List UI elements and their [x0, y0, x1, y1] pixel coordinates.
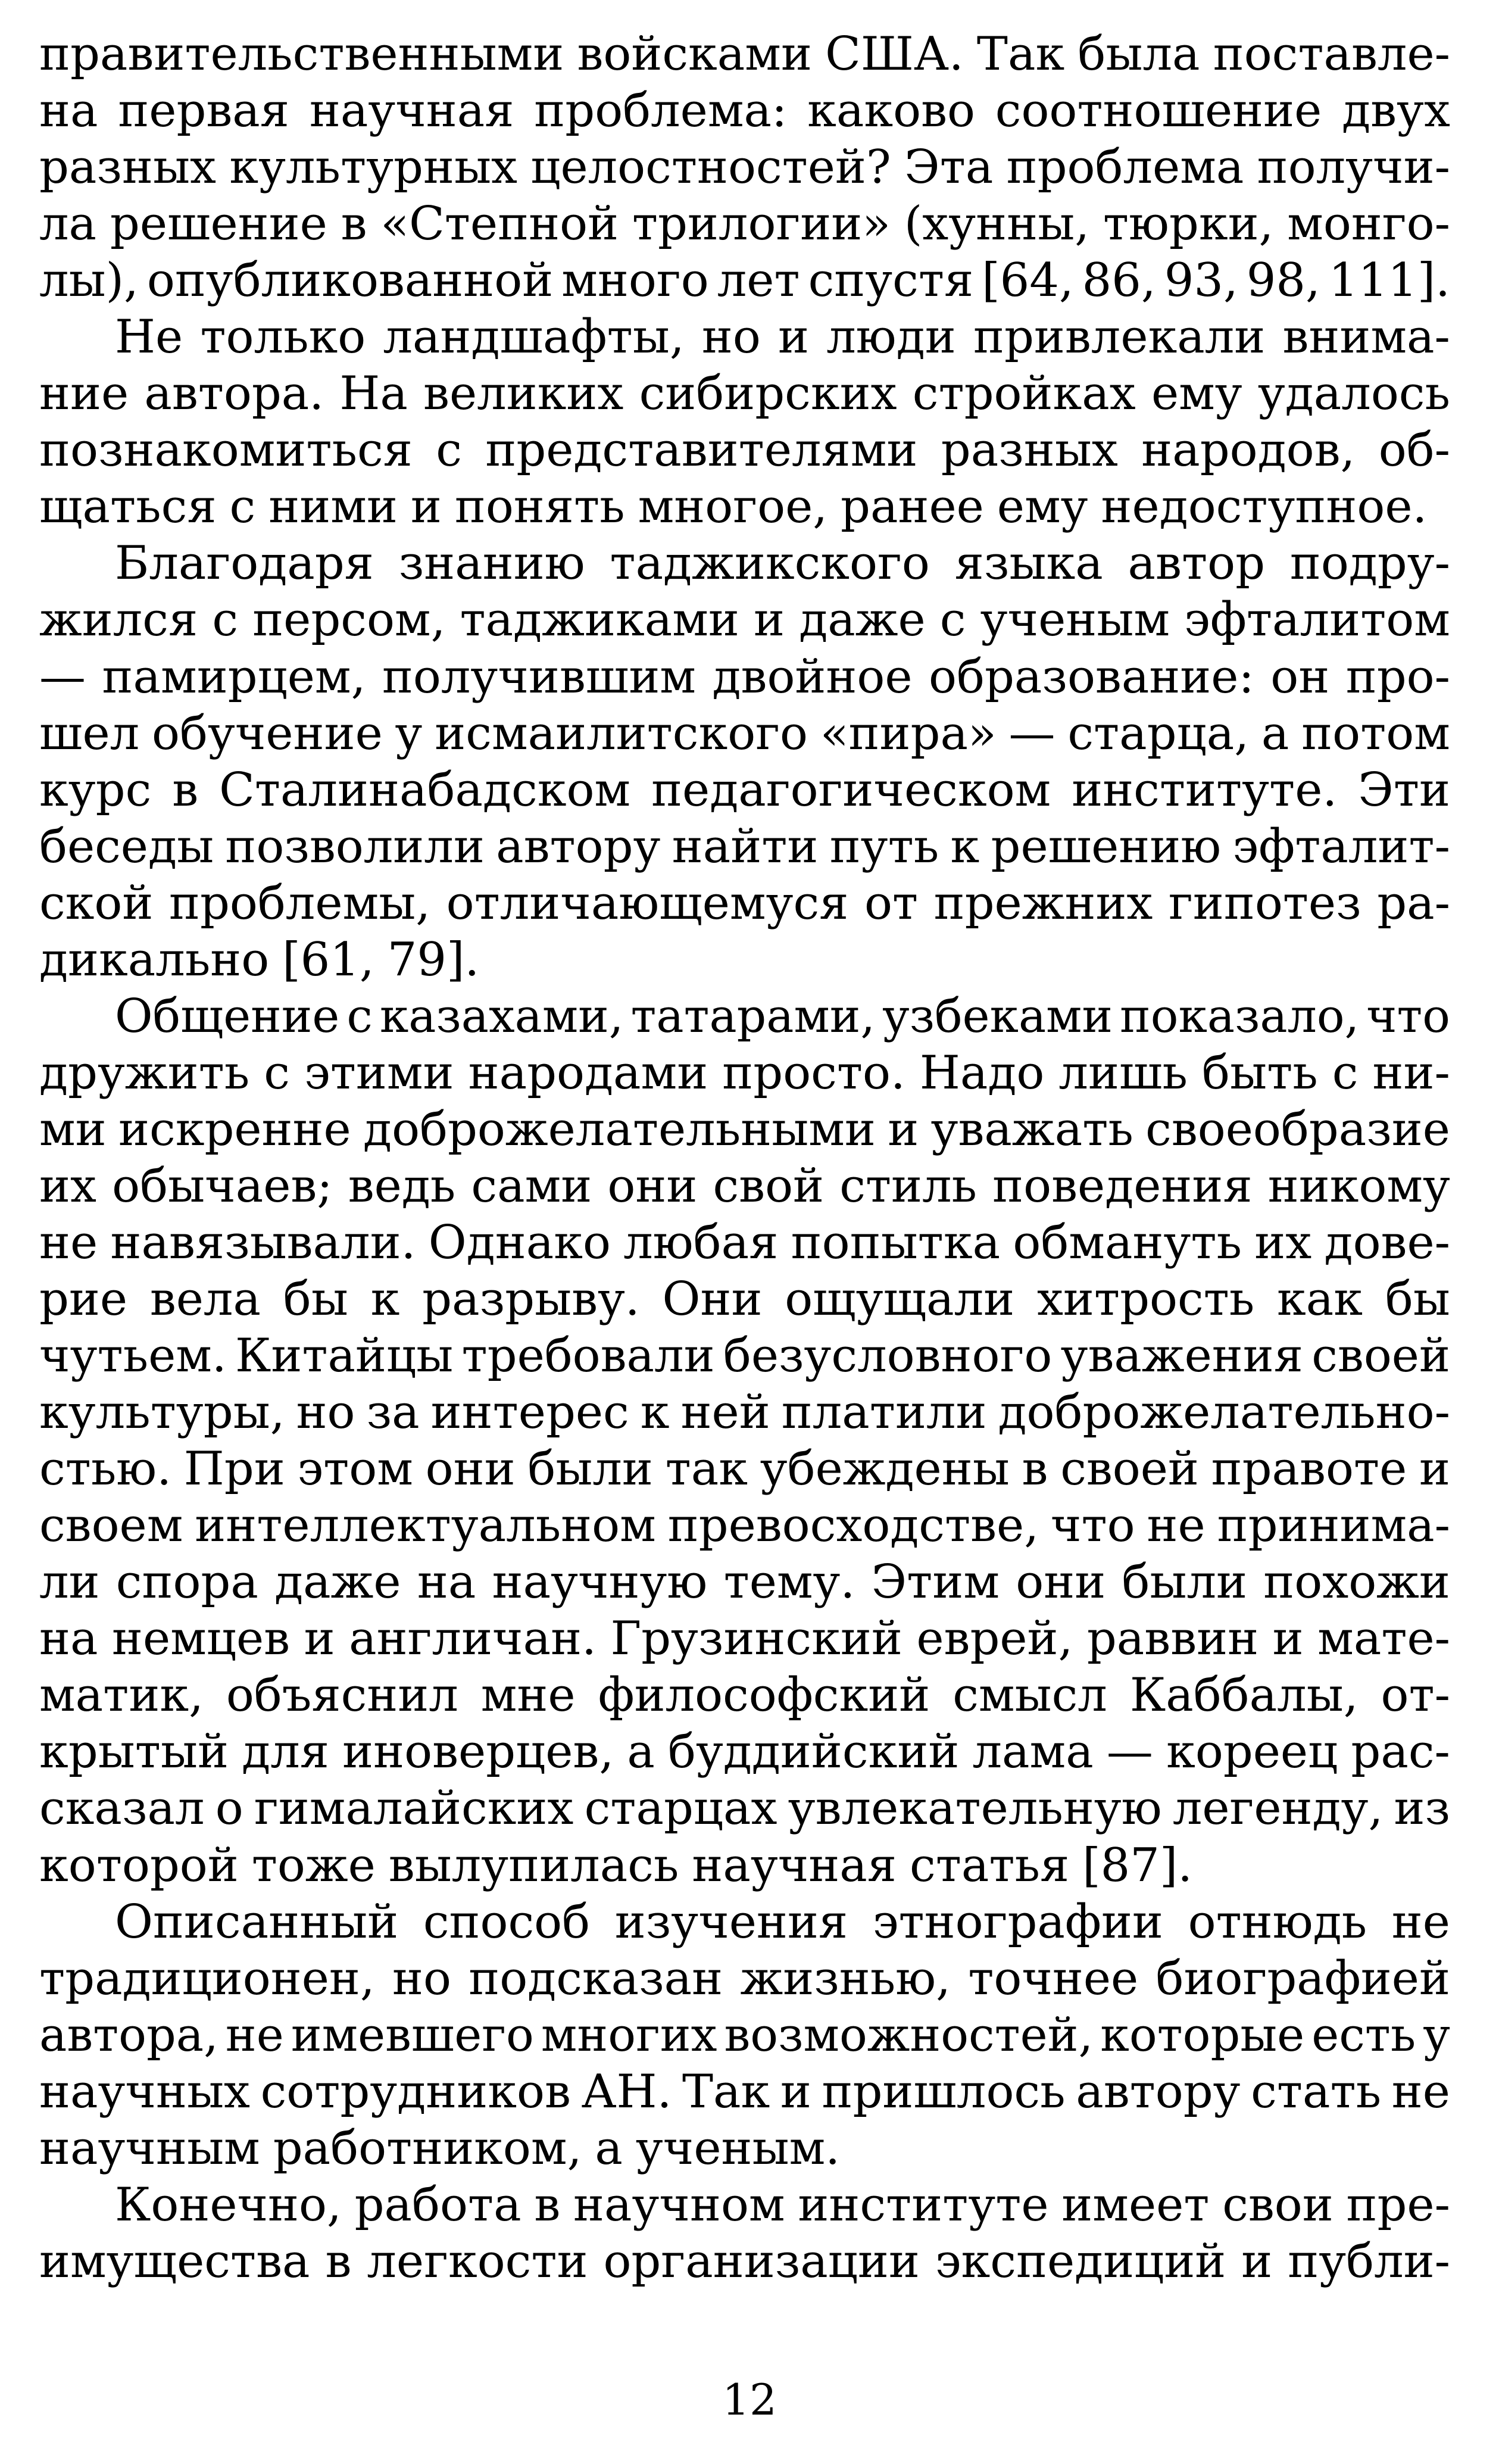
text-line: имущества в легкости организации экспедиций и публи- — [39, 2234, 1450, 2288]
text-line: научным работником, а ученым. — [39, 2121, 841, 2175]
text-line: ской проблемы, отличающемуся от прежних гипотез ра- — [39, 876, 1450, 930]
text-line: традиционен, но подсказан жизнью, точнее биографией — [39, 1951, 1450, 2005]
text-line: на первая научная проблема: каково соотношение двух — [39, 84, 1450, 138]
body-text — [39, 26, 1450, 2290]
text-line: дикально [61, 79]. — [39, 932, 480, 987]
text-line: разных культурных целостностей? Эта проблема получи- — [39, 141, 1450, 195]
text-line: стью. При этом они были так убеждены в своей правоте и — [39, 1442, 1450, 1496]
page-number: 12 — [722, 2375, 777, 2425]
text-line: ли спора даже на научную тему. Этим они были похожи — [39, 1555, 1450, 1610]
text-line: крытый для иноверцев, а буддийский лама — кореец рас- — [39, 1725, 1450, 1779]
text-line: правительственными войсками США. Так была поставле- — [39, 27, 1450, 81]
text-line: жился с персом, таджиками и даже с ученым эфталитом — [39, 593, 1450, 647]
text-line: культуры, но за интерес к ней платили доброжелательно- — [39, 1386, 1450, 1440]
text-line: рие вела бы к разрыву. Они ощущали хитрость как бы — [39, 1272, 1450, 1327]
text-line: шел обучение у исмаилитского «пира» — старца, а потом — [39, 706, 1450, 760]
text-line: сказал о гималайских старцах увлекательную легенду, из — [39, 1782, 1450, 1836]
text-line: Описанный способ изучения этнографии отнюдь не — [115, 1895, 1450, 1949]
text-line: Благодаря знанию таджикского языка автор подру- — [115, 537, 1450, 591]
text-line: дружить с этими народами просто. Надо лишь быть с ни- — [39, 1046, 1450, 1100]
text-line: не навязывали. Однако любая попытка обмануть их дове- — [39, 1215, 1450, 1270]
text-line: на немцев и англичан. Грузинский еврей, раввин и мате- — [39, 1612, 1450, 1666]
text-line: чутьем. Китайцы требовали безусловного уважения своей — [39, 1329, 1450, 1383]
text-line: лы), опубликованной много лет спустя [64, 86, 93, 98, 111]. — [39, 254, 1450, 308]
text-line: матик, объяснил мне философский смысл Каббалы, от- — [39, 1668, 1450, 1723]
text-line: ние автора. На великих сибирских стройках ему удалось — [39, 367, 1450, 421]
text-line: курс в Сталинабадском педагогическом институте. Эти — [39, 763, 1450, 817]
text-line: ла решение в «Степной трилогии» (хунны, тюрки, монго- — [39, 197, 1450, 251]
text-line: Конечно, работа в научном институте имеет свои пре- — [115, 2178, 1450, 2232]
text-line: Не только ландшафты, но и люди привлекали внима- — [115, 310, 1450, 364]
text-line: которой тоже вылупилась научная статья [87]. — [39, 1838, 1193, 1892]
text-line: познакомиться с представителями разных народов, об- — [39, 423, 1450, 478]
text-line: щаться с ними и понять многое, ранее ему недоступное. — [39, 480, 1428, 534]
text-line: автора, не имевшего многих возможностей, которые есть у — [39, 2008, 1450, 2062]
text-line: ми искренне доброжелательными и уважать своеобразие — [39, 1102, 1450, 1156]
text-line: беседы позволили автору найти путь к решению эфталит- — [39, 819, 1450, 874]
text-line: научных сотрудников АН. Так и пришлось автору стать не — [39, 2064, 1450, 2119]
text-line: — памирцем, получившим двойное образование: он про- — [39, 650, 1450, 704]
text-line: их обычаев; ведь сами они свой стиль поведения никому — [39, 1159, 1450, 1213]
text-line: Общение с казахами, татарами, узбеками показало, что — [115, 989, 1450, 1043]
text-line: своем интеллектуальном превосходстве, что не принима- — [39, 1499, 1450, 1553]
